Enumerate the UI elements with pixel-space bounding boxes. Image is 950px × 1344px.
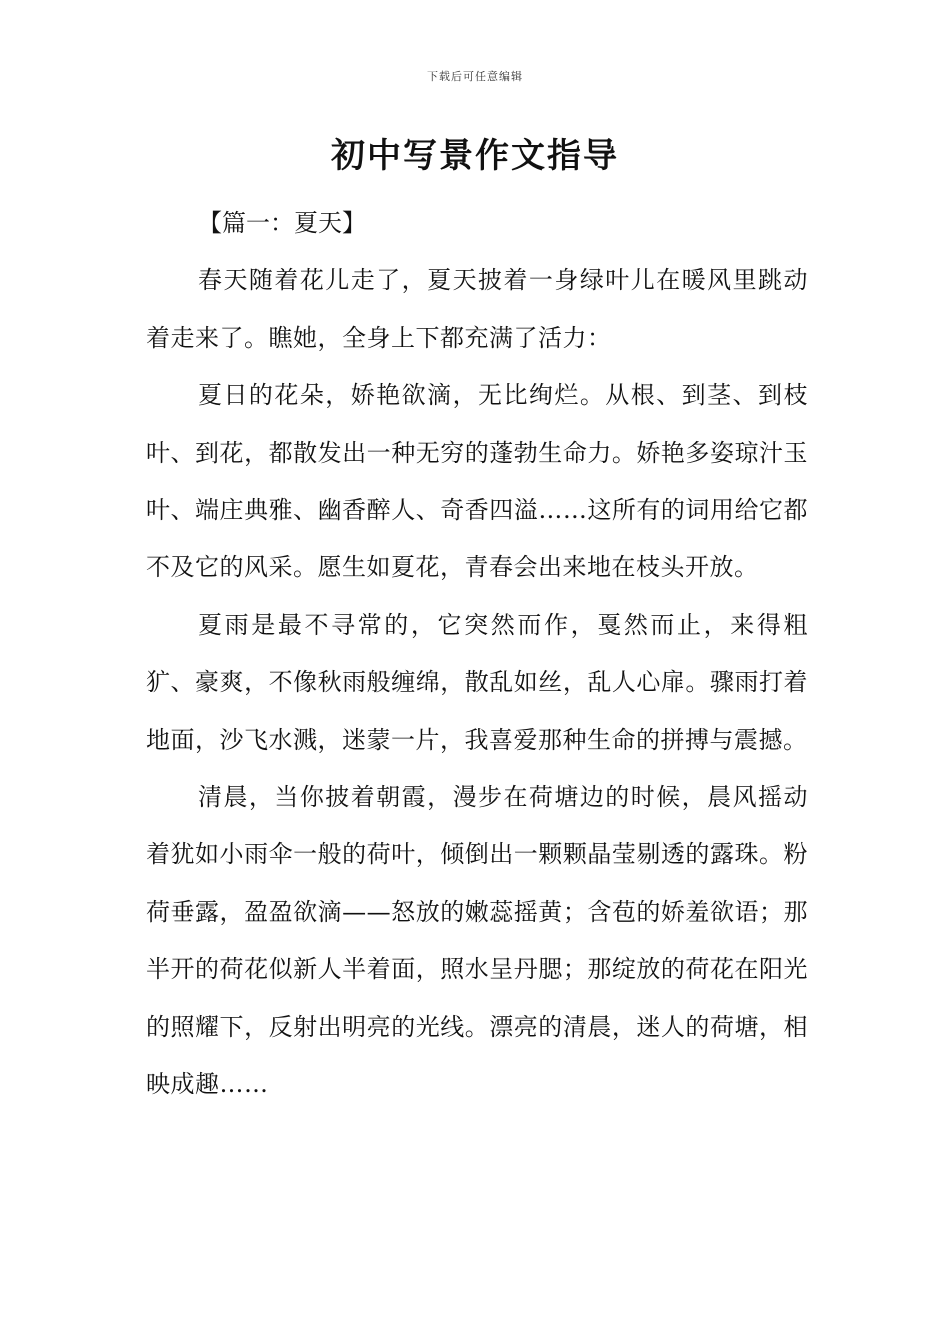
paragraph-4: 清晨，当你披着朝霞，漫步在荷塘边的时候，晨风摇动着犹如小雨伞一般的荷叶，倾倒出一颗颗晶莹剔透的露珠。粉荷垂露，盈盈欲滴——怒放的嫩蕊摇黄；含苞的娇羞欲语；那半开的荷花似新人半着面，照水呈丹腮；那绽放的荷花在阳光的照耀下，反射出明亮的光线。漂亮的清晨，迷人的荷塘，相映成趣……	[146, 783, 808, 1099]
document-title: 初中写景作文指导	[331, 136, 619, 176]
paragraph-1: 春天随着花儿走了，夏天披着一身绿叶儿在暖风里跳动着走来了。瞧她，全身上下都充满了活力：	[146, 266, 808, 352]
document-body	[146, 195, 808, 1114]
section-heading: 【篇一：夏天】	[198, 209, 366, 237]
paragraph-2: 夏日的花朵，娇艳欲滴，无比绚烂。从根、到茎、到枝叶、到花，都散发出一种无穷的蓬勃生命力。娇艳多姿琼汁玉叶、端庄典雅、幽香醉人、奇香四溢……这所有的词用给它都不及它的风采。愿生如夏花，青春会出来地在枝头开放。	[146, 381, 808, 582]
header-note: 下载后可任意编辑	[427, 70, 523, 83]
paragraph-3: 夏雨是最不寻常的，它突然而作，戛然而止，来得粗犷、豪爽，不像秋雨般缠绵，散乱如丝，乱人心扉。骤雨打着地面，沙飞水溅，迷蒙一片，我喜爱那种生命的拼搏与震撼。	[146, 610, 808, 754]
